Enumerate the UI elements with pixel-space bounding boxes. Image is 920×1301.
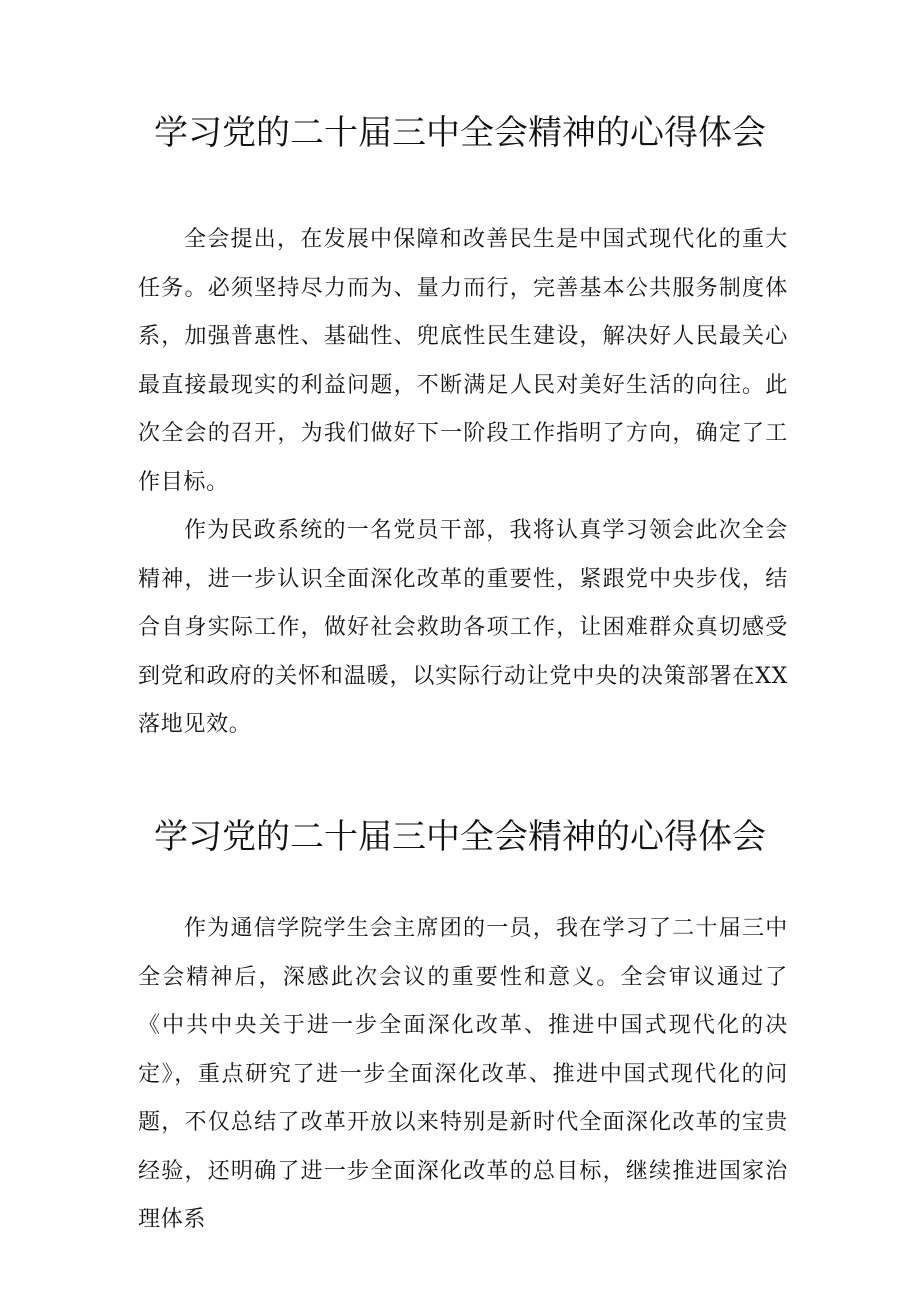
article-1-paragraph-1: 全会提出，在发展中保障和改善民生是中国式现代化的重大任务。必须坚持尽力而为、量力而行，完善基本公共服务制度体系，加强普惠性、基础性、兜底性民生建设，解决好人民最关心最直接最现实的利益问题，不断满足人民对美好生活的向往。此次全会的召开，为我们做好下一阶段工作指明了方向，确定了工作目标。 — [138, 227, 788, 495]
article-1-paragraph-2: 作为民政系统的一名党员干部，我将认真学习领会此次全会精神，进一步认识全面深化改革的重要性，紧跟党中央步伐，结合自身实际工作，做好社会救助各项工作，让困难群众真切感受到党和政府的关怀和温暖，以实际行动让党中央的决策部署在XX落地见效。 — [138, 518, 788, 737]
article-2-body — [138, 905, 788, 1245]
article-2-title: 学习党的二十届三中全会精神的心得体会 — [154, 817, 766, 857]
article-1-title: 学习党的二十届三中全会精神的心得体会 — [154, 113, 766, 153]
article-2-paragraph-1: 作为通信学院学生会主席团的一员，我在学习了二十届三中全会精神后，深感此次会议的重要性和意义。全会审议通过了《中共中央关于进一步全面深化改革、推进中国式现代化的决定》，重点研究了进一步全面深化改革、推进中国式现代化的问题，不仅总结了改革开放以来特别是新时代全面深化改革的宝贵经验，还明确了进一步全面深化改革的总目标，继续推进国家治理体系 — [138, 916, 788, 1232]
article-1-body — [138, 216, 788, 750]
article-1 — [0, 106, 920, 737]
article-2 — [0, 810, 920, 1232]
